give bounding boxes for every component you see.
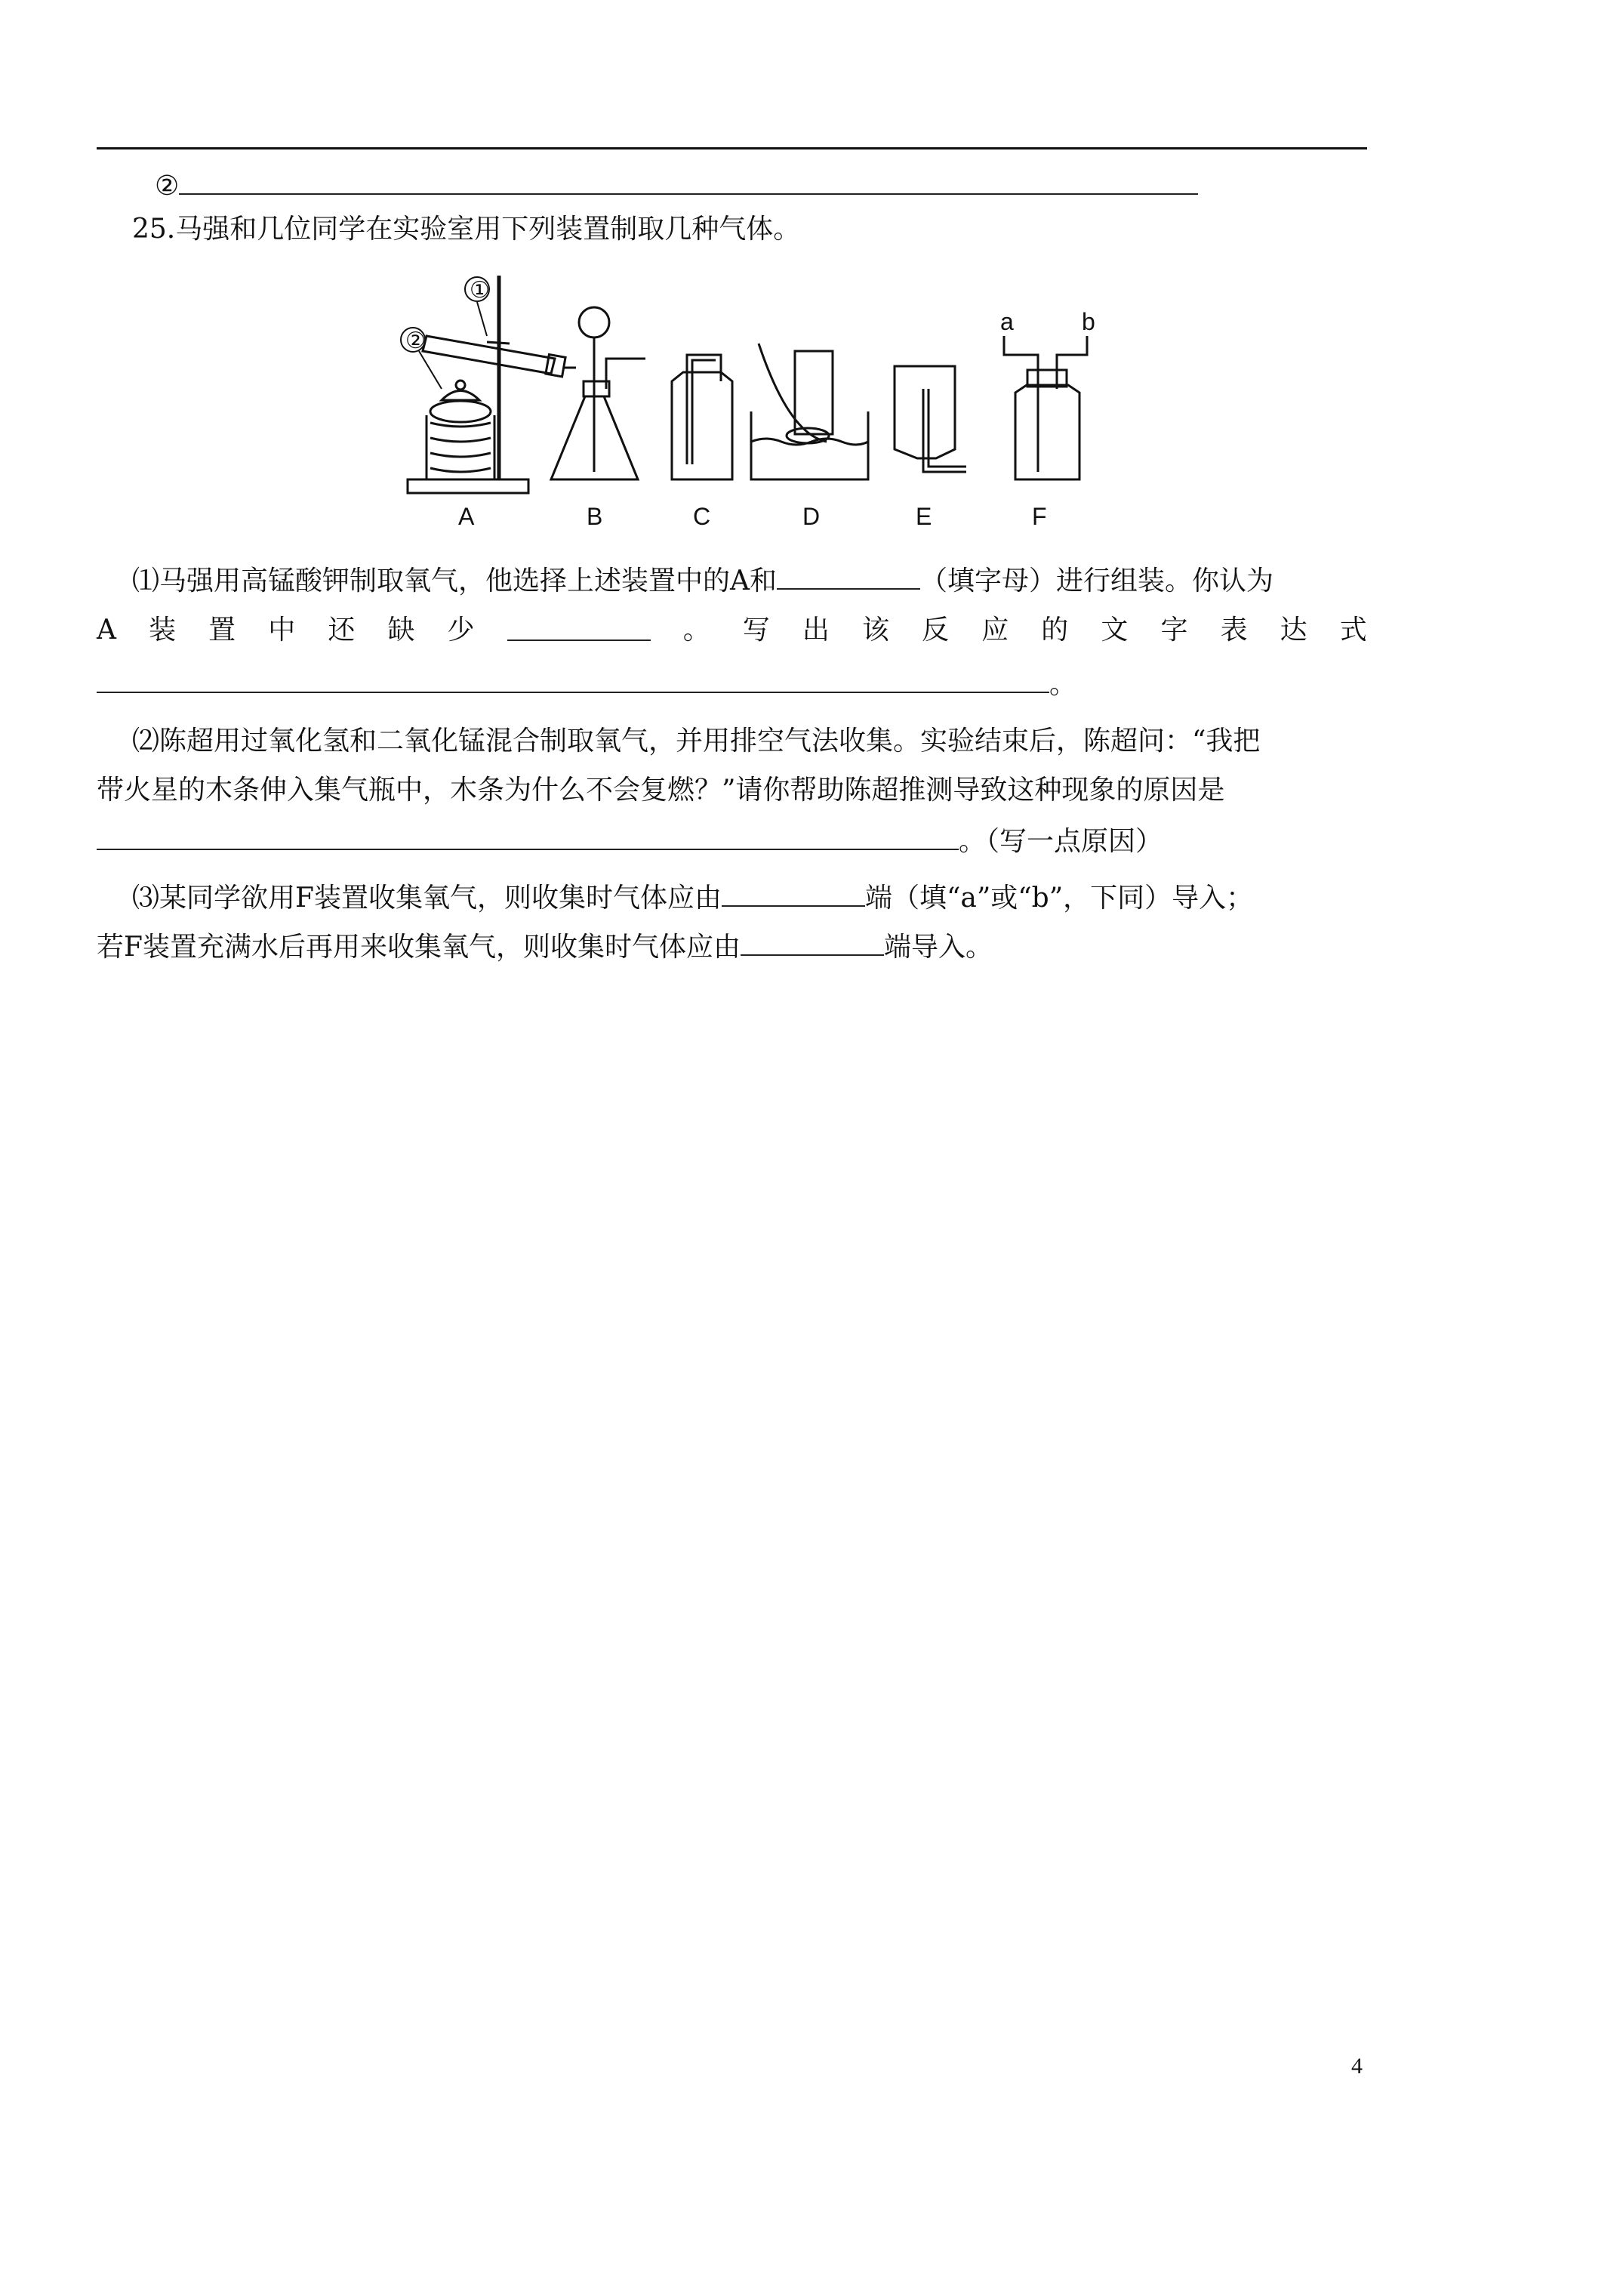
circled-marker: ② — [155, 171, 180, 202]
apparatus-e — [895, 366, 966, 472]
label-c: C — [693, 503, 711, 530]
part1-blank-expression[interactable] — [97, 666, 1049, 693]
part1-line2: A 装 置 中 还 缺 少 。 写 出 该 反 应 的 文 字 表 达 式 — [97, 615, 1367, 646]
part1-blank-missing[interactable] — [507, 614, 651, 641]
label-b: B — [587, 503, 603, 530]
page-number: 4 — [1351, 2054, 1363, 2079]
label-f: F — [1032, 503, 1047, 530]
label-a: A — [458, 503, 475, 530]
part3-line1: ⑶某同学欲用F装置收集氧气，则收集时气体应由 端（填“a”或“b”，下同）导入； — [132, 880, 1253, 915]
apparatus-figure — [396, 260, 1121, 536]
part1-blank-letter[interactable] — [777, 562, 920, 590]
port-a-label: a — [1000, 308, 1014, 335]
answer-blank[interactable] — [179, 168, 1198, 195]
part3-line2: 若F装置充满水后再用来收集氧气，则收集时气体应由 端导入。 — [97, 929, 993, 964]
part2-line1: ⑵陈超用过氧化氢和二氧化锰混合制取氧气，并用排空气法收集。实验结束后，陈超问：“我把 — [132, 726, 1261, 757]
part2-blank-reason[interactable] — [97, 823, 959, 850]
port-b-label: b — [1082, 308, 1095, 335]
part2-line2: 带火星的木条伸入集气瓶中，木条为什么不会复燃？”请你帮助陈超推测导致这种现象的原因是 — [97, 775, 1225, 806]
svg-text:①: ① — [470, 277, 490, 304]
label-d: D — [802, 503, 821, 530]
header-rule — [97, 147, 1367, 149]
label-e: E — [916, 503, 932, 530]
question-title: 25.马强和几位同学在实验室用下列装置制取几种气体。 — [132, 214, 801, 245]
part1-line1: ⑴马强用高锰酸钾制取氧气，他选择上述装置中的A和 （填字母）进行组装。你认为 — [132, 562, 1273, 598]
part2-line3: 。（写一点原因） — [97, 823, 1163, 858]
apparatus-c — [672, 355, 732, 479]
part1-line3: 。 — [97, 666, 1076, 701]
apparatus-f — [1004, 336, 1087, 479]
part3-blank-end-air[interactable] — [722, 880, 865, 907]
apparatus-a — [408, 276, 576, 493]
apparatus-d — [751, 344, 868, 479]
marker-1 — [465, 277, 490, 336]
svg-text:②: ② — [405, 328, 426, 354]
answer-line-2 — [155, 168, 1198, 203]
apparatus-b — [551, 307, 645, 479]
part3-blank-end-water[interactable] — [741, 929, 884, 956]
